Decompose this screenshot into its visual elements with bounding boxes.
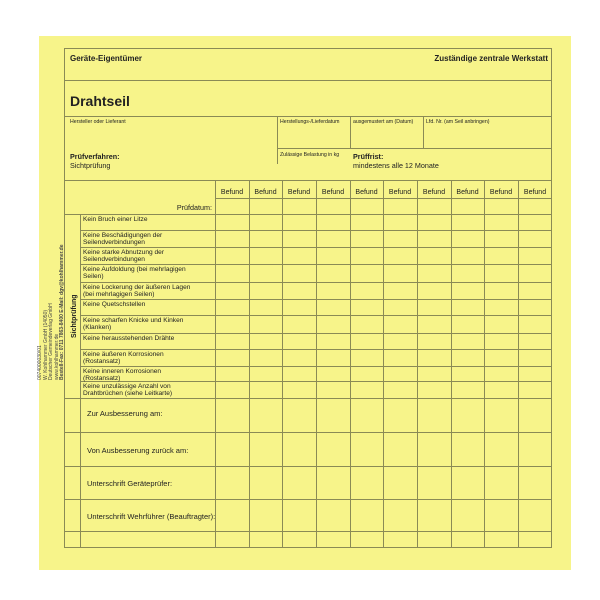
criterion-line: Keine unzulässige Anzahl von (83, 383, 171, 390)
publisher-line: www.kohlhammer.de (53, 333, 60, 380)
page-title: Drahtseil (70, 93, 130, 109)
workshop-label: Zuständige zentrale Werkstatt (434, 54, 548, 63)
befund-column-header: Befund (355, 189, 378, 196)
criterion-line: (Rostansatz) (83, 358, 121, 365)
section-label: Sichtprüfung (71, 294, 78, 338)
manufacturer-field-label: Hersteller oder Lieferant (70, 119, 126, 125)
criterion-item (83, 249, 213, 263)
criterion-line: Keine starke Abnutzung der (83, 249, 165, 256)
criterion-line: Drahtbrüchen (siehe Leitkarte) (83, 390, 173, 397)
befund-column-header: Befund (220, 189, 244, 196)
divider (80, 398, 81, 548)
divider (316, 180, 317, 548)
retired-on-label: ausgemustert am (Datum) (353, 119, 414, 125)
criterion-item (83, 301, 213, 308)
signature-tester-label: Unterschrift Geräteprüfer: (87, 479, 173, 488)
criterion-line: Seilendverbindungen (83, 239, 145, 246)
divider (64, 116, 552, 117)
criterion-item (83, 216, 213, 223)
criterion-item (83, 266, 213, 280)
befund-column-header: Befund (321, 189, 345, 196)
divider (423, 116, 424, 148)
criterion-line: Keine Lockerung der äußeren Lagen (83, 284, 191, 291)
divider (518, 180, 519, 548)
deadline-value: mindestens alle 12 Monate (353, 161, 439, 170)
serial-no-label: Lfd. Nr. (am Seil anbringen) (426, 119, 490, 125)
befund-column-header: Befund (287, 189, 311, 196)
criterion-item (83, 383, 213, 397)
divider (383, 180, 384, 548)
criterion-line: Keine Beschädigungen der (83, 232, 163, 239)
divider (64, 214, 80, 215)
owner-label: Geräte-Eigentümer (70, 54, 143, 63)
befund-column-header: Befund (422, 189, 446, 196)
procedure-label: Prüfverfahren: (70, 152, 120, 161)
divider (350, 116, 351, 148)
repair-out-label: Zur Ausbesserung am: (87, 409, 163, 418)
publisher-line: W. Kohlhammer GmbH (14050) (42, 309, 49, 380)
deadline-label: Prüffrist: (353, 152, 384, 161)
publisher-line: Deutscher Gemeindeverlag GmbH (48, 303, 54, 380)
divider (350, 180, 351, 548)
divider (282, 180, 283, 548)
divider (64, 499, 552, 500)
divider (417, 180, 418, 548)
divider (277, 148, 552, 149)
criterion-item (83, 351, 213, 365)
divider (277, 116, 278, 164)
criterion-line: Keine herausstehenden Drähte (83, 335, 175, 342)
divider (215, 180, 216, 548)
befund-column-header: Befund (388, 189, 412, 196)
criterion-line: (Rostansatz) (83, 375, 121, 382)
criterion-line: Seilen) (83, 273, 104, 280)
divider (64, 432, 552, 433)
divider (451, 180, 452, 548)
befund-column-header: Befund (523, 189, 547, 196)
divider (80, 214, 81, 398)
criterion-line: Seilendverbindungen (83, 256, 145, 263)
criterion-line: Keine inneren Korrosionen (83, 368, 162, 375)
divider (64, 466, 552, 467)
criterion-line: Keine äußeren Korrosionen (83, 351, 164, 358)
divider (249, 180, 250, 548)
criterion-line: (bei mehrlagigen Seilen) (83, 291, 155, 298)
signature-chief-label: Unterschrift Wehrführer (Beauftragter): (87, 512, 216, 521)
criterion-line: Keine Aufdoldung (bei mehrlagigen (83, 266, 186, 273)
befund-column-header: Befund (456, 189, 479, 196)
test-date-label: Prüfdatum: (176, 203, 212, 212)
publisher-line: Bestell-Fax: 0711 7863-8400 E-Mail: dgv@kohlhammer.de (59, 244, 65, 380)
criterion-line: (Klanken) (83, 324, 112, 331)
criterion-item (83, 317, 213, 331)
befund-column-header: Befund (254, 189, 277, 196)
publisher-info (38, 210, 68, 380)
criterion-item (83, 284, 213, 298)
criterion-item (83, 368, 213, 382)
manufacture-date-label: Herstellungs-/Lieferdatum (280, 119, 340, 125)
divider (64, 531, 552, 532)
criterion-line: Keine scharfen Knicke und Kinken (83, 317, 184, 324)
criterion-item (83, 232, 213, 246)
criterion-line: Keine Quetschstellen (83, 301, 146, 308)
divider (64, 180, 552, 181)
publisher-line: 0074000030/01 (37, 345, 43, 380)
divider (64, 398, 552, 399)
load-limit-label: Zulässige Belastung in kg (280, 152, 340, 158)
repair-back-label: Von Ausbesserung zurück am: (87, 446, 189, 455)
criterion-line: Kein Bruch einer Litze (83, 216, 148, 223)
divider (64, 80, 552, 81)
procedure-value: Sichtprüfung (70, 161, 111, 170)
criterion-item (83, 335, 213, 342)
divider (484, 180, 485, 548)
befund-column-header: Befund (489, 189, 513, 196)
